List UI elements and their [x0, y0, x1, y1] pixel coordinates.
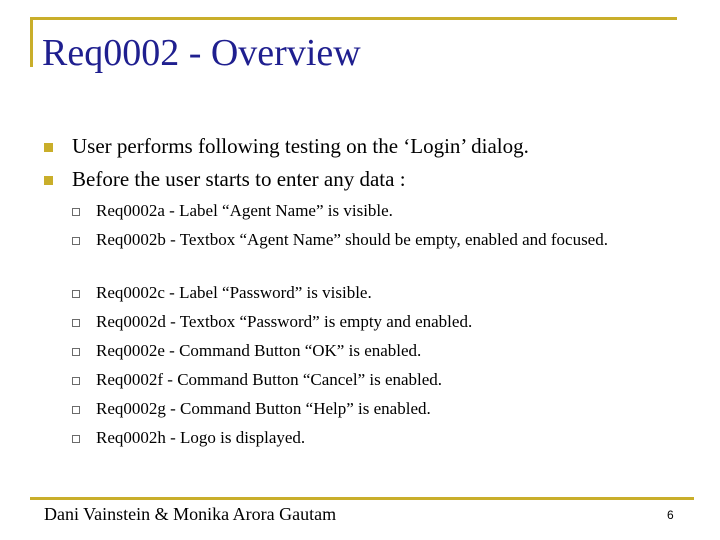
- hollow-square-bullet-icon: [72, 208, 80, 216]
- bullet-text: User performs following testing on the ‘Login’ dialog.: [72, 134, 529, 158]
- sub-bullet-text: Req0002h - Logo is displayed.: [96, 428, 306, 447]
- square-bullet-icon: [44, 143, 53, 152]
- footer-authors: Dani Vainstein & Monika Arora Gautam: [44, 504, 337, 524]
- sub-bullet-text: Req0002b - Textbox “Agent Name” should be empty, enabled and focused.: [96, 230, 608, 249]
- hollow-square-bullet-icon: [72, 406, 80, 414]
- slide-title: Req0002 - Overview: [42, 32, 361, 74]
- hollow-square-bullet-icon: [72, 319, 80, 327]
- footer-rule: [30, 497, 694, 500]
- sub-bullet-text: Req0002c - Label “Password” is visible.: [96, 283, 372, 302]
- frame-top-rule: [30, 17, 677, 20]
- hollow-square-bullet-icon: [72, 377, 80, 385]
- page-number: 6: [667, 508, 674, 522]
- sub-bullet-text: Req0002g - Command Button “Help” is enabled.: [96, 399, 431, 418]
- sub-bullet-text: Req0002e - Command Button “OK” is enabled.: [96, 341, 422, 360]
- hollow-square-bullet-icon: [72, 435, 80, 443]
- hollow-square-bullet-icon: [72, 290, 80, 298]
- sub-bullet-text: Req0002f - Command Button “Cancel” is enabled.: [96, 370, 443, 389]
- sub-bullet-text: Req0002d - Textbox “Password” is empty and enabled.: [96, 312, 473, 331]
- bullet-text: Before the user starts to enter any data :: [72, 167, 406, 191]
- frame-left-rule: [30, 17, 33, 67]
- hollow-square-bullet-icon: [72, 237, 80, 245]
- sub-bullet-text: Req0002a - Label “Agent Name” is visible.: [96, 201, 393, 220]
- hollow-square-bullet-icon: [72, 348, 80, 356]
- square-bullet-icon: [44, 176, 53, 185]
